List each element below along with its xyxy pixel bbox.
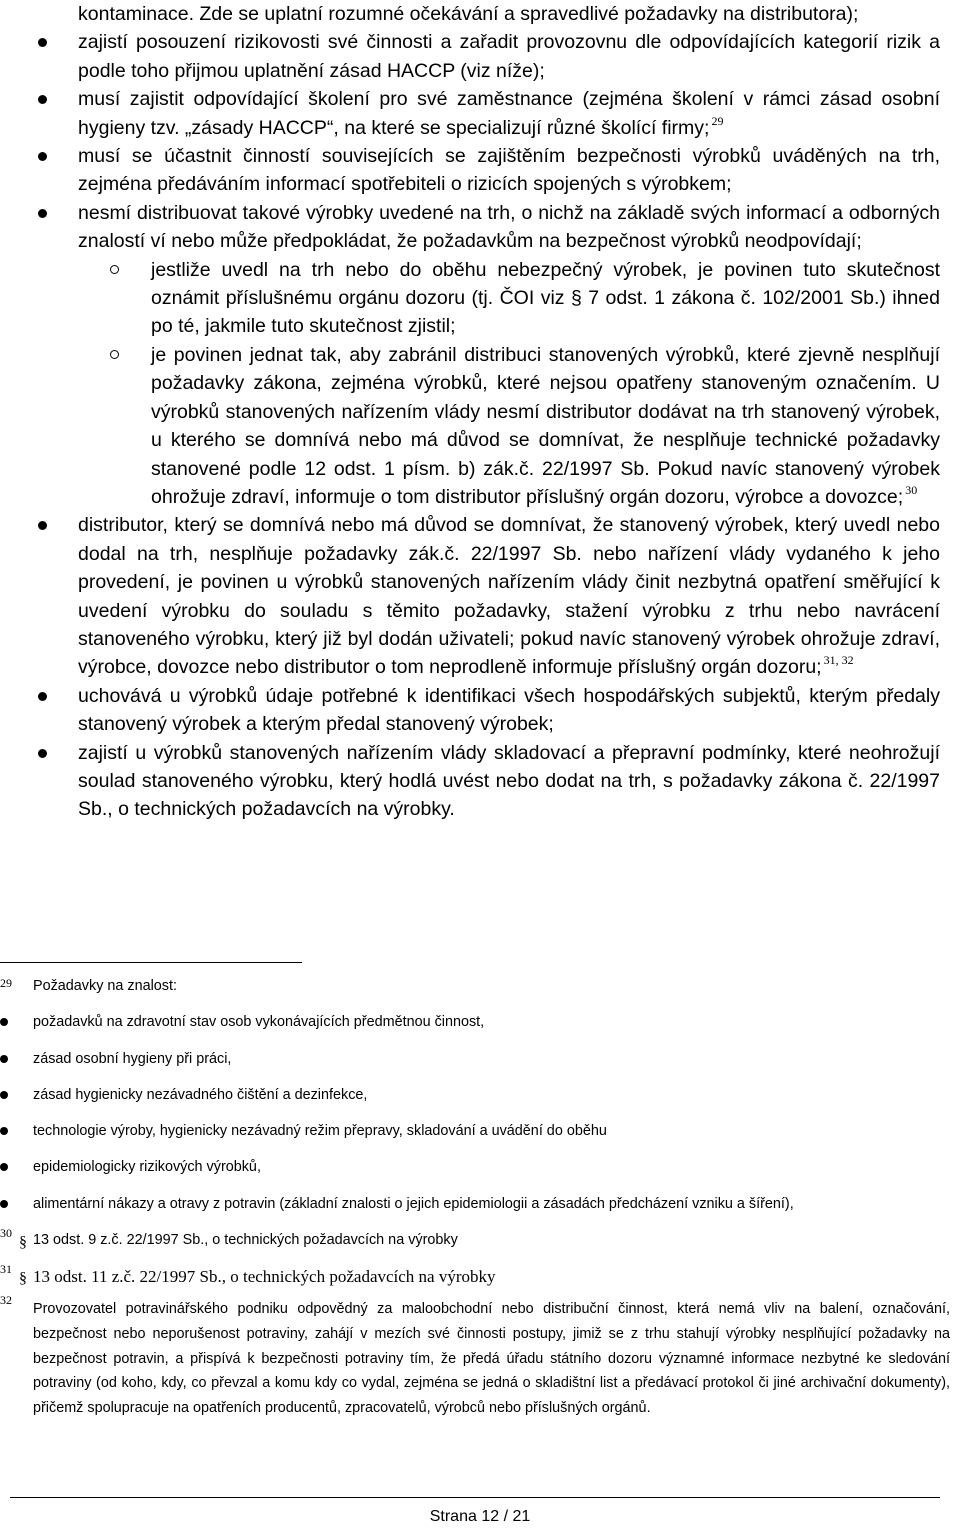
bullet-icon — [38, 521, 47, 530]
bullet-icon — [0, 1200, 8, 1208]
footnote-29 — [0, 976, 960, 997]
bullet-icon — [38, 692, 47, 701]
footnote-ref-30[interactable]: 30 — [905, 482, 918, 497]
continuation-paragraph: kontaminace. Zde se uplatní rozumné očekávání a spravedlivé požadavky na distributora); — [78, 3, 859, 25]
footnote-text: 13 odst. 9 z.č. 22/1997 Sb., o technických požadavcích na výrobky — [33, 1232, 458, 1249]
footnotes — [0, 976, 960, 1420]
bullet-icon — [38, 749, 47, 758]
bullet-icon — [0, 1091, 8, 1099]
bullet-icon — [0, 1127, 8, 1135]
list-item: zajistí posouzení rizikovosti své činnosti a zařadit provozovnu dle odpovídajících kategorií rizik a podle toho přijmou uplatnění zásad HACCP (viz níže); — [0, 28, 960, 85]
footnote-list-item: alimentární nákazy a otravy z potravin (základní znalosti o jejich epidemiologii a zásadách předcházení vzniku a šíření), — [0, 1194, 960, 1215]
bullet-icon — [38, 95, 47, 104]
footnote-list-item: technologie výroby, hygienicky nezávadný režim přepravy, skladování a uvádění do oběhu — [0, 1121, 960, 1142]
sub-list-item: jestliže uvedl na trh nebo do oběhu nebezpečný výrobek, je povinen tuto skutečnost oznámit příslušnému orgánu dozoru (tj. ČOI viz § 7 odst. 1 zákona č. 102/2001 Sb.) ihned po té, jakmile tuto skutečnost zjistil; — [0, 256, 960, 341]
footnote-text: Provozovatel potravinářského podniku odpovědný za maloobchodní nebo distribuční činnost, která nemá vliv na balení, označování, bezpečnost nebo neporušenost potraviny, zahájí v mezích své činnosti postupy, jimiž se z trhu stahují výrobky nesplňující požadavky na bezpečnost potravin, a přispívá k bezpečnosti potraviny tím, že předá úřadu státního dozoru významné informace nezbytné ke sledování potraviny (od koho, kdy, co převzal a komu kdy co vydal, zejména se jedná o skladištní list a předávací protokol či jiné archivační dokumenty), přičemž spolupracuje na opatřeních producentů, zpracovatelů, výrobců nebo příslušných orgánů. — [33, 1301, 950, 1416]
footnote-number: 31 — [0, 1262, 12, 1277]
section-sign: § — [19, 1270, 27, 1288]
list-item: uchovává u výrobků údaje potřebné k identifikaci všech hospodářských subjektů, kterým předaly stanovený výrobek a kterým předal stanovený výrobek; — [0, 682, 960, 739]
footnote-32 — [0, 1293, 960, 1420]
footnote-ref-29[interactable]: 29 — [711, 113, 724, 128]
footnote-text: 13 odst. 11 z.č. 22/1997 Sb., o technických požadavcích na výrobky — [33, 1267, 496, 1287]
list-item: musí se účastnit činností souvisejících se zajištěním bezpečnosti výrobků uváděných na trh, zejména předáváním informací spotřebiteli o rizicích spojených s výrobkem; — [0, 142, 960, 199]
bullet-icon — [0, 1055, 8, 1063]
list-item: musí zajistit odpovídající školení pro své zaměstnance (zejména školení v rámci zásad osobní hygieny tzv. „zásady HACCP“, na které se specializují různé školící firmy; $^{29}$ — [0, 85, 960, 142]
footnote-separator — [0, 962, 302, 963]
footnote-number: 32 — [0, 1293, 12, 1308]
bullet-icon — [38, 38, 47, 47]
list-item: nesmí distribuovat takové výrobky uvedené na trh, o nichž na základě svých informací a odborných znalostí ví nebo může předpokládat, že požadavkům na bezpečnost výrobků neodpovídají; — [0, 199, 960, 256]
footnote-list-item: požadavků na zdravotní stav osob vykonávajících předmětnou činnost, — [0, 1012, 960, 1033]
circle-bullet-icon — [110, 350, 119, 359]
list-item: zajistí u výrobků stanovených nařízením vlády skladovací a přepravní podmínky, které neohrožují soulad stanoveného výrobku, který hodlá uvést nebo dodat na trh, s požadavky zákona č. 22/1997 Sb., o technických požadavcích na výrobky. — [0, 739, 960, 824]
footnote-list-item: epidemiologicky rizikových výrobků, — [0, 1157, 960, 1178]
bullet-icon — [0, 1018, 8, 1026]
footnote-30 — [0, 1226, 960, 1252]
section-sign: § — [19, 1234, 27, 1252]
footnote-ref-31-32[interactable]: 31, 32 — [823, 653, 854, 668]
circle-bullet-icon — [110, 265, 119, 274]
footnote-31 — [0, 1262, 960, 1288]
bullet-icon — [38, 209, 47, 218]
bullet-icon — [0, 1163, 8, 1171]
list-item: distributor, který se domnívá nebo má důvod se domnívat, že stanovený výrobek, který uvedl nebo dodal na trh, nesplňuje požadavky zák.č. 22/1997 Sb. nebo nařízení vlády vydaného k jeho provedení, je povinen u výrobků stanovených nařízením vlády činit nezbytná opatření směřující k uvedení výrobku do souladu s těmito požadavky, stažení výrobku z trhu nebo navrácení stanoveného výrobku, který již byl dodán uživateli; pokud navíc stanovený výrobek ohrožuje zdraví, výrobce, dovozce nebo distributor o tom neprodleně informuje příslušný orgán dozoru; $^{31, 32}$ — [0, 511, 960, 681]
bullet-icon — [38, 152, 47, 161]
footnote-number: 29 — [0, 976, 12, 990]
footnote-list-item: zásad hygienicky nezávadného čištění a dezinfekce, — [0, 1085, 960, 1106]
footnote-number: 30 — [0, 1226, 12, 1241]
sub-list-item: je povinen jednat tak, aby zabránil distribuci stanovených výrobků, které zjevně nesplňují požadavky zákona, zejména výrobků, které nejsou opatřeny stanoveným označením. U výrobků stanovených nařízením vlády nesmí distributor dodávat na trh stanovený výrobek, u kterého se domnívá nebo má důvod se domnívat, že nesplňuje technické požadavky stanovené podle 12 odst. 1 písm. b) zák.č. 22/1997 Sb. Pokud navíc stanovený výrobek ohrožuje zdraví, informuje o tom distributor příslušný orgán dozoru, výrobce a dovozce; $^{30}$ — [0, 341, 960, 511]
footnote-text: Požadavky na znalost: — [33, 978, 177, 994]
footer-rule — [10, 1497, 940, 1498]
page-number: Strana 12 / 21 — [429, 1508, 531, 1525]
footnote-list-item: zásad osobní hygieny při práci, — [0, 1049, 960, 1070]
